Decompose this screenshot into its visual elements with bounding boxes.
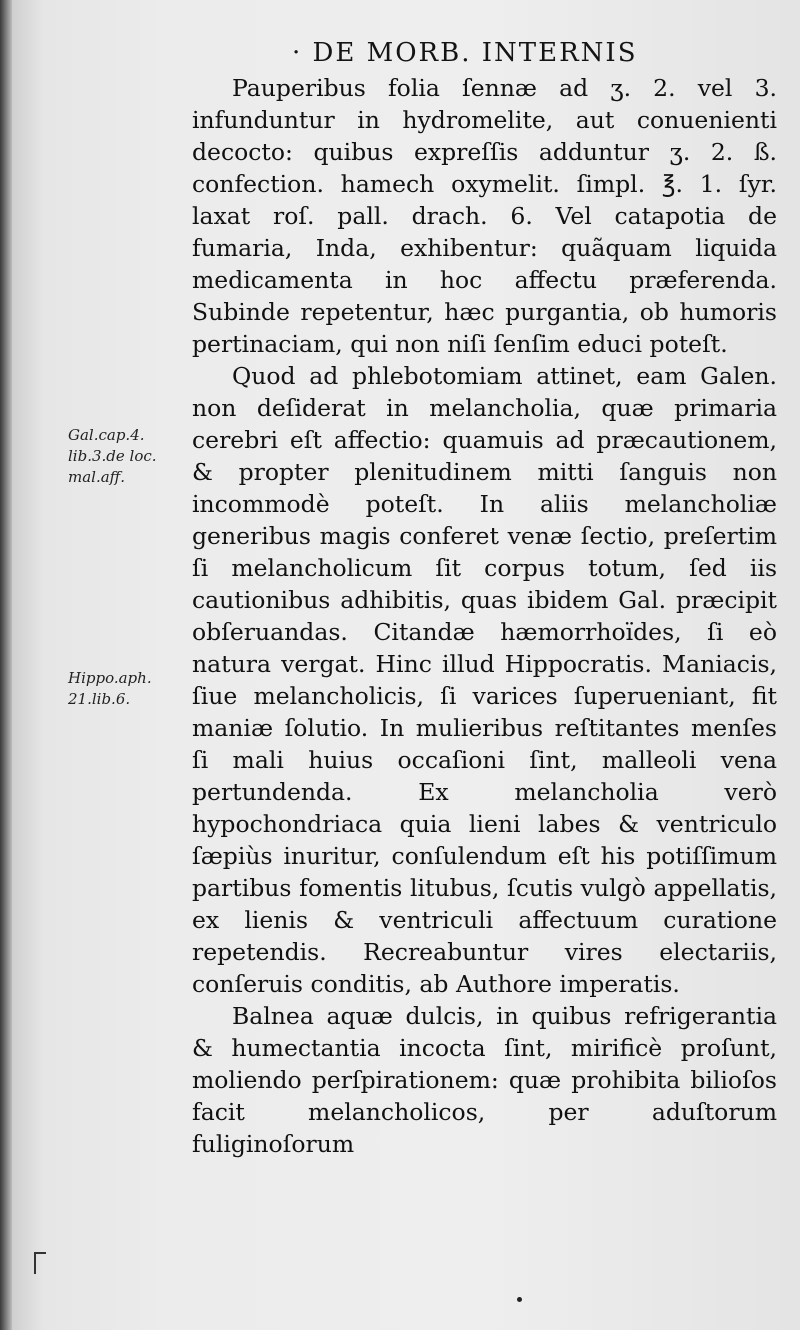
margin-note-hippocrates: Hippo.aph. 21.lib.6. bbox=[68, 669, 152, 708]
running-title: · DE MORB. INTERNIS bbox=[292, 38, 638, 68]
book-page bbox=[12, 0, 800, 1330]
margin-note-galen: Gal.cap.4. lib.3.de loc. mal.aff. bbox=[68, 426, 157, 486]
main-text bbox=[192, 72, 777, 1160]
corner-bracket-mark bbox=[34, 1252, 46, 1274]
page-header bbox=[12, 30, 800, 70]
book-gutter bbox=[0, 0, 12, 1330]
footer-mark bbox=[517, 1297, 522, 1302]
paragraph-balnea: Balnea aquæ dulcis, in quibus refrigerantia & humectantia incocta ſint, mirificè proſunt, moliendo perſpirationem: quæ prohibita bilioſos facit melancholicos, per aduſtorum fuliginoſorum bbox=[192, 1002, 777, 1158]
paragraph-phlebotomia: Quod ad phlebotomiam attinet, eam Galen. non deſiderat in melancholia, quæ primaria cerebri eſt affectio: quamuis ad præcautionem, & propter plenitudinem mitti ſanguis non incommodè poteſt. In aliis melancholiæ generibus magis conferet venæ ſectio, preſertim ſi melancholicum ſit corpus totum, ſed iis cautionibus adhibitis, quas ibidem Gal. præcipit obſeruandas. Citandæ hæmorrhoïdes, ſi eò natura vergat. Hinc illud Hippocratis. Maniacis, ſiue melancholicis, ſi varices ſuperueniant, fit maniæ ſolutio. In mulieribus reſtitantes menſes ſi mali huius occaſioni ſint, malleoli vena pertundenda. Ex melancholia verò hypochondriaca quia lieni labes & ventriculo ſæpiùs inuritur, conſulendum eſt his potiſſimum partibus fomentis litubus, ſcutis vulgò appellatis, ex lienis & ventriculi affectuum curatione repetendis. Recreabuntur vires electariis, conſeruis conditis, ab Authore imperatis. bbox=[192, 362, 777, 998]
paragraph-pauperibus: Pauperibus folia ſennæ ad ʒ. 2. vel 3. infunduntur in hydromelite, aut conuenienti decocto: quibus expreſſis adduntur ʒ. 2. ß. confection. hamech oxymelit. ſimpl. ℥. 1. ſyr. laxat roſ. pall. drach. 6. Vel catapotia de fumaria, Inda, exhibentur: quãquam liquida medicamenta in hoc affectu præferenda. Subinde repetentur, hæc purgantia, ob humoris pertinaciam, qui non niſi ſenſim educi poteſt. bbox=[192, 74, 777, 358]
